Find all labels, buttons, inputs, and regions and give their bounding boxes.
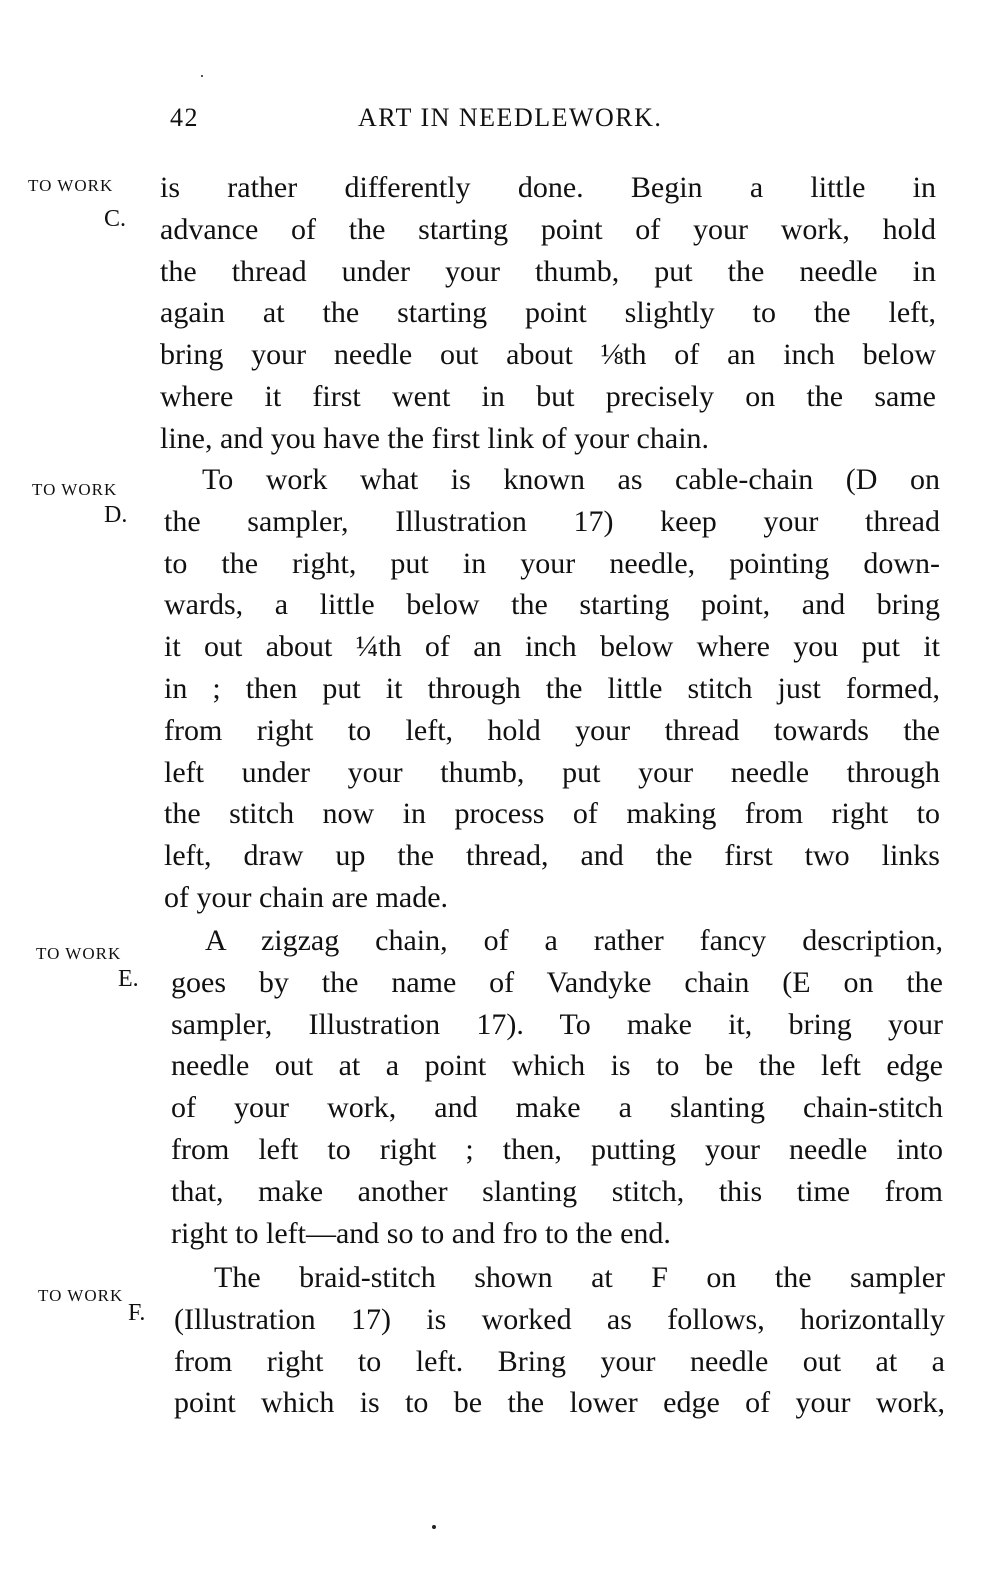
text-line: that, make another slanting stitch, this time from (171, 1174, 943, 1208)
text-line: is rather differently done. Begin a little in (160, 171, 936, 204)
text-line: left, draw up the thread, and the first two links (164, 839, 940, 873)
text-line: point which is to be the lower edge of your work, (174, 1386, 945, 1420)
text-line: the sampler, Illustration 17) keep your thread (164, 504, 940, 538)
page-number: 42 (170, 103, 199, 132)
running-title: ART IN NEEDLEWORK. (358, 103, 663, 132)
text-line: where it first went in but precisely on the same (160, 380, 936, 413)
margin-label: TO WORK (38, 1286, 124, 1305)
text-line: it out about ¼th of an inch below where you put it (164, 630, 940, 664)
text-line: the stitch now in process of making from right to (164, 797, 940, 831)
text-line: from right to left, hold your thread towards the (164, 713, 940, 747)
text-line: again at the starting point slightly to the left, (160, 296, 936, 330)
text-line: from right to left. Bring your needle out at a (174, 1344, 945, 1378)
text-line: to the right, put in your needle, pointing down- (164, 546, 940, 580)
margin-label: TO WORK (36, 944, 122, 963)
text-line: The braid-stitch shown at F on the sampler (214, 1261, 945, 1294)
margin-letter: D. (104, 502, 128, 528)
text-line: A zigzag chain, of a rather fancy description, (205, 924, 943, 957)
text-line: right to left—and so to and fro to the end. (171, 1216, 671, 1250)
text-line: wards, a little below the starting point, and bring (164, 588, 940, 622)
margin-label: TO WORK (32, 480, 118, 499)
margin-label: TO WORK (28, 176, 114, 195)
text-line: from left to right ; then, putting your needle into (171, 1133, 943, 1166)
text-line: the thread under your thumb, put the needle in (160, 254, 936, 288)
text-line: left under your thumb, put your needle through (164, 755, 940, 789)
scan-speck (432, 1525, 436, 1529)
text-line: sampler, Illustration 17). To make it, bring your (171, 1007, 943, 1041)
margin-letter: E. (118, 966, 139, 992)
text-line: To work what is known as cable-chain (D on (202, 463, 940, 496)
text-line: (Illustration 17) is worked as follows, horizontally (174, 1302, 945, 1336)
margin-letter: F. (128, 1300, 146, 1326)
text-line: bring your needle out about ⅛th of an inch below (160, 338, 936, 372)
text-line: line, and you have the first link of your chain. (160, 421, 710, 455)
text-line: in ; then put it through the little stitch just formed, (164, 672, 940, 705)
margin-letter: C. (104, 206, 127, 232)
text-line: advance of the starting point of your work, hold (160, 212, 936, 246)
scan-speck (201, 75, 203, 77)
text-line: of your work, and make a slanting chain-stitch (171, 1091, 943, 1125)
text-line: goes by the name of Vandyke chain (E on the (171, 965, 943, 999)
text-line: of your chain are made. (164, 881, 449, 914)
text-line: needle out at a point which is to be the left edge (171, 1049, 943, 1083)
